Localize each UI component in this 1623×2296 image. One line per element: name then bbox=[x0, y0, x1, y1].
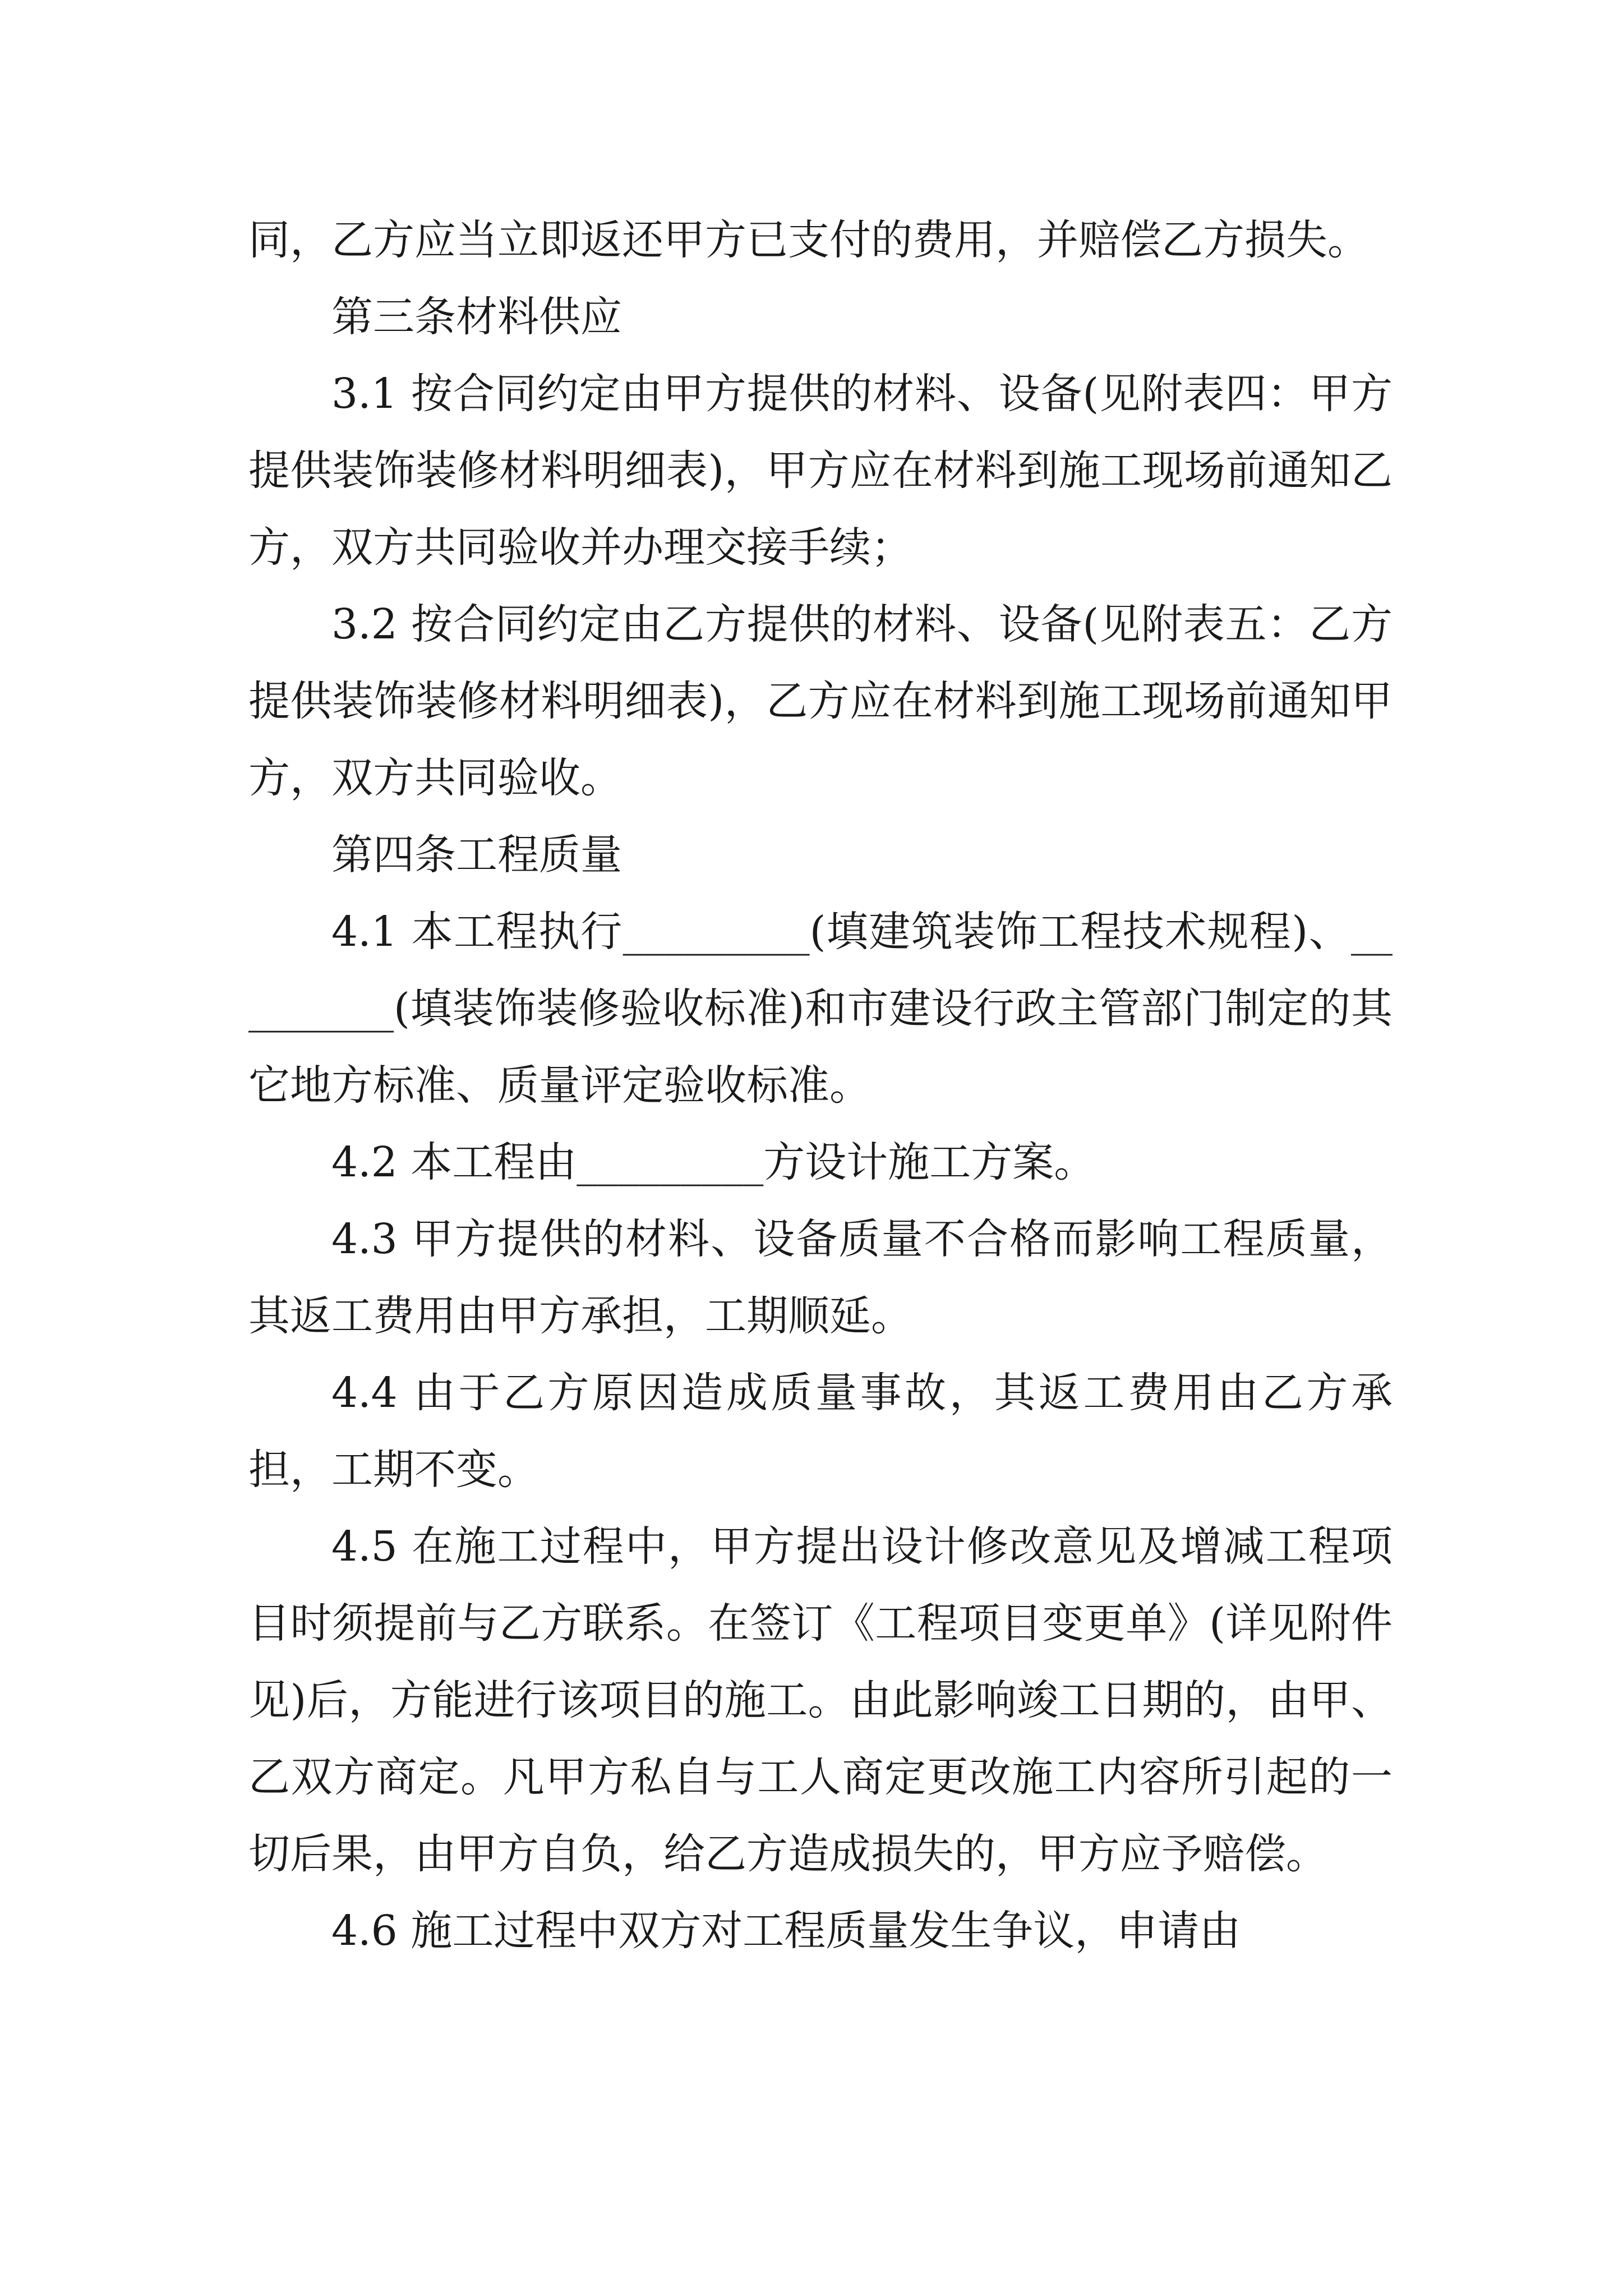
paragraph-continuation: 同，乙方应当立即返还甲方已支付的费用，并赔偿乙方损失。 bbox=[248, 216, 1369, 264]
paragraph-4-4: 4.4 由于乙方原因造成质量事故，其返工费用由乙方承担，工期不变。 bbox=[248, 1369, 1393, 1494]
heading-article-3: 第三条材料供应 bbox=[331, 293, 622, 341]
paragraph-3-2: 3.2 按合同约定由乙方提供的材料、设备(见附表五：乙方提供装饰装修材料明细表)，乙方应在材料到施工现场前通知甲方，双方共同验收。 bbox=[248, 600, 1393, 802]
document-body bbox=[248, 202, 1393, 1970]
paragraph-4-5: 4.5 在施工过程中，甲方提出设计修改意见及增减工程项目时须提前与乙方联系。在签订《工程项目变更单》(详见附件见)后，方能进行该项目的施工。由此影响竣工日期的，由甲、乙双方商定。凡甲方私自与工人商定更改施工内容所引起的一切后果，由甲方自负，给乙方造成损失的，甲方应予赔偿。 bbox=[248, 1522, 1393, 1878]
heading-article-4: 第四条工程质量 bbox=[331, 831, 622, 879]
paragraph-4-1: 4.1 本工程执行_________(填建筑装饰工程技术规程)、_________(填装饰装修验收标准)和市建设行政主管部门制定的其它地方标准、质量评定验收标准。 bbox=[248, 908, 1393, 1110]
paragraph-4-6: 4.6 施工过程中双方对工程质量发生争议，申请由 bbox=[331, 1907, 1241, 1955]
paragraph-4-3: 4.3 甲方提供的材料、设备质量不合格而影响工程质量，其返工费用由甲方承担，工期顺延。 bbox=[248, 1215, 1393, 1340]
paragraph-4-2: 4.2 本工程由_________方设计施工方案。 bbox=[331, 1138, 1096, 1186]
paragraph-3-1: 3.1 按合同约定由甲方提供的材料、设备(见附表四：甲方提供装饰装修材料明细表)，甲方应在材料到施工现场前通知乙方，双方共同验收并办理交接手续； bbox=[248, 370, 1393, 572]
